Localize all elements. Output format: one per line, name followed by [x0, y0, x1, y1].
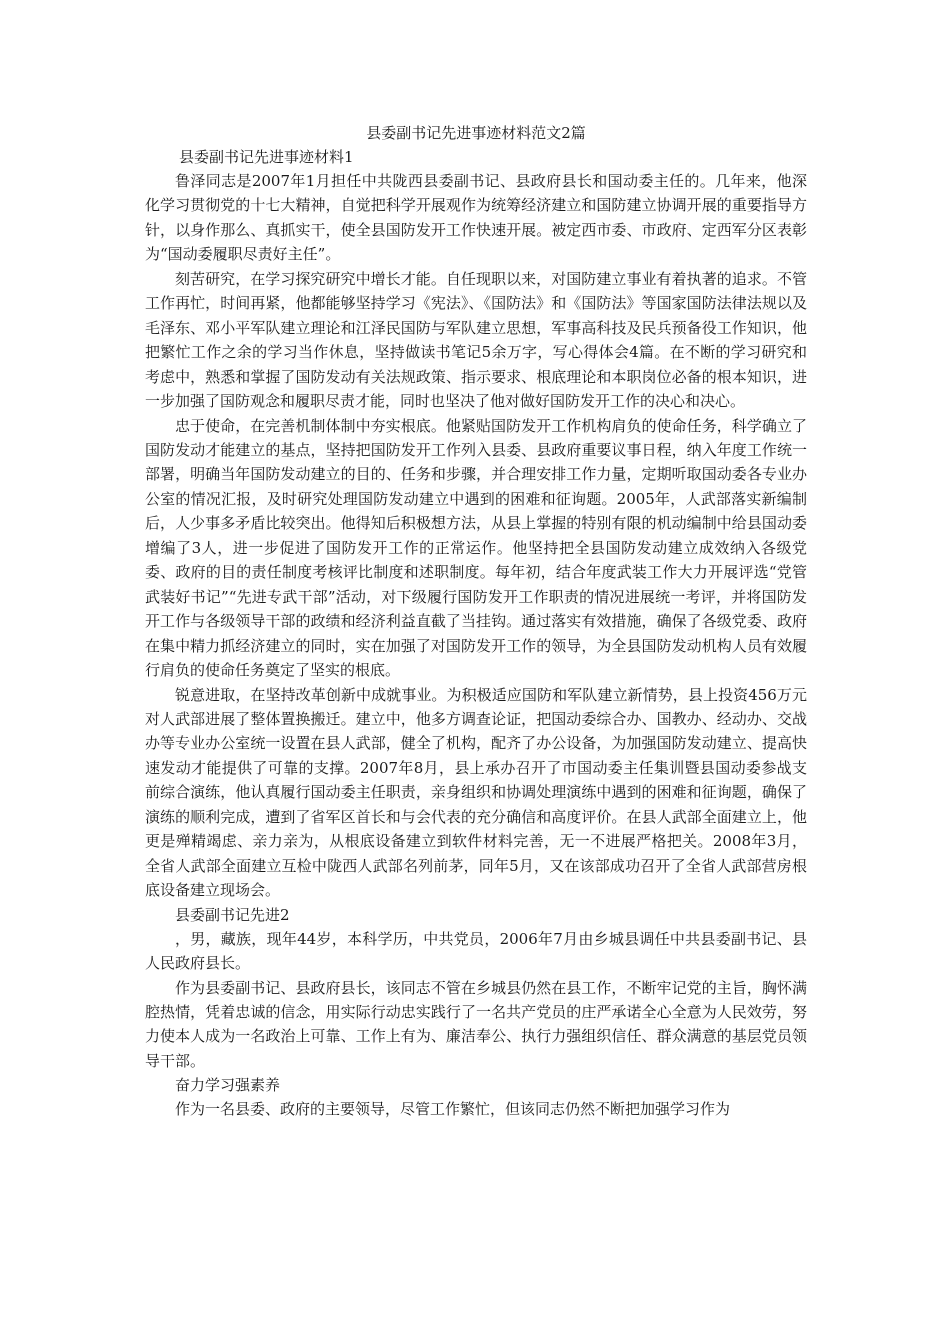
document-title: 县委副书记先进事迹材料范文2篇: [366, 124, 586, 142]
paragraph: 忠于使命，在完善机制体制中夯实根底。他紧贴国防发开工作机构肩负的使命任务，科学确立了国防发动才能建立的基点，坚持把国防发开工作列入县委、县政府重要议事日程，纳入年度工作统一部署，明确当年国防发动建立的目的、任务和步骤，并合理安排工作力量，定期听取国动委各专业办公室的情况汇报，及时研究处理国防发动建立中遇到的困难和征询题。2005年，人武部落实新编制后，人少事多矛盾比较突出。他得知后积极想方法，从县上掌握的特别有限的机动编制中给县国动委增编了3人，进一步促进了国防发开工作的正常运作。他坚持把全县国防发动建立成效纳入各级党委、政府的目的责任制度考核评比制度和述职制度。每年初，结合年度武装工作大力开展评选“党管武装好书记”“先进专武干部”活动，对下级履行国防发开工作职责的情况进展统一考评，并将国防发开工作与各级领导干部的政绩和经济利益直截了当挂钩。通过落实有效措施，确保了各级党委、政府在集中精力抓经济建立的同时，实在加强了对国防发开工作的领导，为全县国防发动机构人员有效履行肩负的使命任务奠定了坚实的根底。: [145, 416, 807, 680]
paragraph: 作为县委副书记、县政府县长，该同志不管在乡城县仍然在县工作，不断牢记党的主旨，胸怀满腔热情，凭着忠诚的信念，用实际行动忠实践行了一名共产党员的庄严承诺全心全意为人民效劳，努力使本人成为一名政治上可靠、工作上有为、廉洁奉公、执行力强组织信任、群众满意的基层党员领导干部。: [145, 978, 807, 1070]
paragraph: ，男，藏族，现年44岁，本科学历，中共党员，2006年7月由乡城县调任中共县委副书记、县人民政府县长。: [145, 929, 807, 973]
section-heading: 县委副书记先进2: [175, 905, 290, 924]
paragraph: 刻苦研究，在学习探究研究中增长才能。自任现职以来，对国防建立事业有着执著的追求。不管工作再忙，时间再紧，他都能够坚持学习《宪法》、《国防法》和《国防法》等国家国防法律法规以及毛泽东、邓小平军队建立理论和江泽民国防与军队建立思想，军事高科技及民兵预备役工作知识，他把繁忙工作之余的学习当作休息，坚持做读书笔记5余万字，写心得体会4篇。在不断的学习研究和考虑中，熟悉和掌握了国防发动有关法规政策、指示要求、根底理论和本职岗位必备的根本知识，进一步加强了国防观念和履职尽责才能，同时也坚决了他对做好国防发开工作的决心和决心。: [145, 269, 807, 411]
paragraph: 鲁泽同志是2007年1月担任中共陇西县委副书记、县政府县长和国动委主任的。几年来，他深化学习贯彻党的十七大精神，自觉把科学开展观作为统筹经济建立和国防建立协调开展的重要指导方针，以身作那么、真抓实干，使全县国防发开工作快速开展。被定西市委、市政府、定西军分区表彰为“国动委履职尽责好主任”。: [145, 172, 807, 264]
section-heading: 县委副书记先进事迹材料1: [179, 148, 354, 166]
section-heading: 奋力学习强素养: [175, 1076, 281, 1095]
document-page: [145, 121, 807, 1122]
paragraph: 作为一名县委、政府的主要领导，尽管工作繁忙，但该同志仍然不断把加强学习作为: [175, 1100, 731, 1119]
paragraph: 锐意进取，在坚持改革创新中成就事业。为积极适应国防和军队建立新情势，县上投资456万元对人武部进展了整体置换搬迁。建立中，他多方调查论证，把国动委综合办、国教办、经动办、交战办等专业办公室统一设置在县人武部，健全了机构，配齐了办公设备，为加强国防发动建立、提高快速发动才能提供了可靠的支撑。2007年8月，县上承办召开了市国动委主任集训暨县国动委参战支前综合演练，他认真履行国动委主任职责，亲身组织和协调处理演练中遇到的困难和征询题，确保了演练的顺利完成，遭到了省军区首长和与会代表的充分确信和高度评价。在县人武部全面建立上，他更是殚精竭虑、亲力亲为，从根底设备建立到软件材料完善，无一不进展严格把关。2008年3月，全省人武部全面建立互检中陇西人武部名列前茅，同年5月，又在该部成功召开了全省人武部营房根底设备建立现场会。: [145, 685, 807, 900]
